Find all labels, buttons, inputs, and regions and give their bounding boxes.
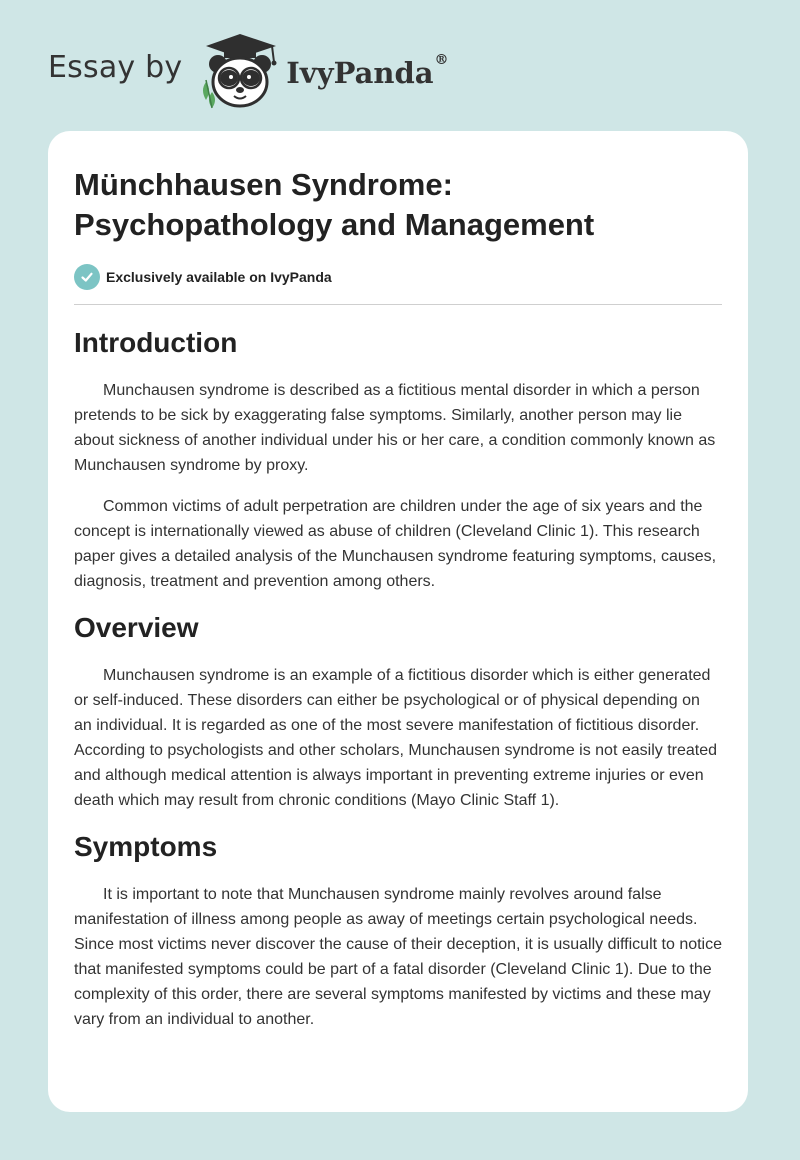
section-symptoms — [74, 830, 722, 1032]
title-line-2: Psychopathology and Management — [74, 207, 595, 242]
title-line-1: Münchhausen Syndrome: — [74, 167, 453, 202]
section-heading: Overview — [74, 612, 199, 643]
section-introduction — [74, 326, 722, 594]
ivypanda-logo-icon — [196, 30, 282, 110]
brand-prefix: Essay by — [48, 49, 183, 85]
exclusive-badge — [74, 263, 722, 291]
brand-name: IvyPanda® — [286, 52, 449, 90]
paragraph: It is important to note that Munchausen syndrome mainly revolves around false manifestation of illness among people as away of meetings certain psychological needs. Since most victims never discover the cause of their deception, it is usually difficult to notice that manifested symptoms could be part of a fatal disorder (Cleveland Clinic 1). Due to the complexity of this order, there are several symptoms manifested by victims and these may vary from an individual to another. — [74, 886, 723, 1028]
page-title — [74, 165, 722, 245]
section-heading: Symptoms — [74, 831, 218, 862]
brand-header[interactable] — [48, 30, 449, 110]
paragraph: Munchausen syndrome is described as a fictitious mental disorder in which a person pretends to be sick by exaggerating false symptoms. Similarly, another person may lie about sickness of another individual under his or her care, a condition commonly known as Munchausen syndrome by proxy. — [74, 382, 716, 474]
paragraph: Munchausen syndrome is an example of a fictitious disorder which is either generated or self-induced. These disorders can either be psychological or of physical depending on an individual. It is regarded as one of the most severe manifestation of fictitious disorder. According to psychologists and other scholars, Munchausen syndrome is not easily treated and although medical attention is always important in preventing extreme injuries or even death which may result from chronic conditions (Mayo Clinic Staff 1). — [74, 667, 718, 809]
exclusive-label: Exclusively available on IvyPanda — [106, 269, 332, 285]
registered-mark: ® — [434, 52, 449, 68]
paragraph: Common victims of adult perpetration are children under the age of six years and the concept is internationally viewed as abuse of children (Cleveland Clinic 1). This research paper gives a detailed analysis of the Munchausen syndrome featuring symptoms, causes, diagnosis, treatment and prevention among others. — [74, 498, 717, 590]
divider — [74, 304, 722, 305]
section-heading: Introduction — [74, 327, 238, 358]
article-card — [48, 131, 748, 1112]
check-circle-icon — [74, 264, 100, 290]
section-overview — [74, 611, 722, 813]
